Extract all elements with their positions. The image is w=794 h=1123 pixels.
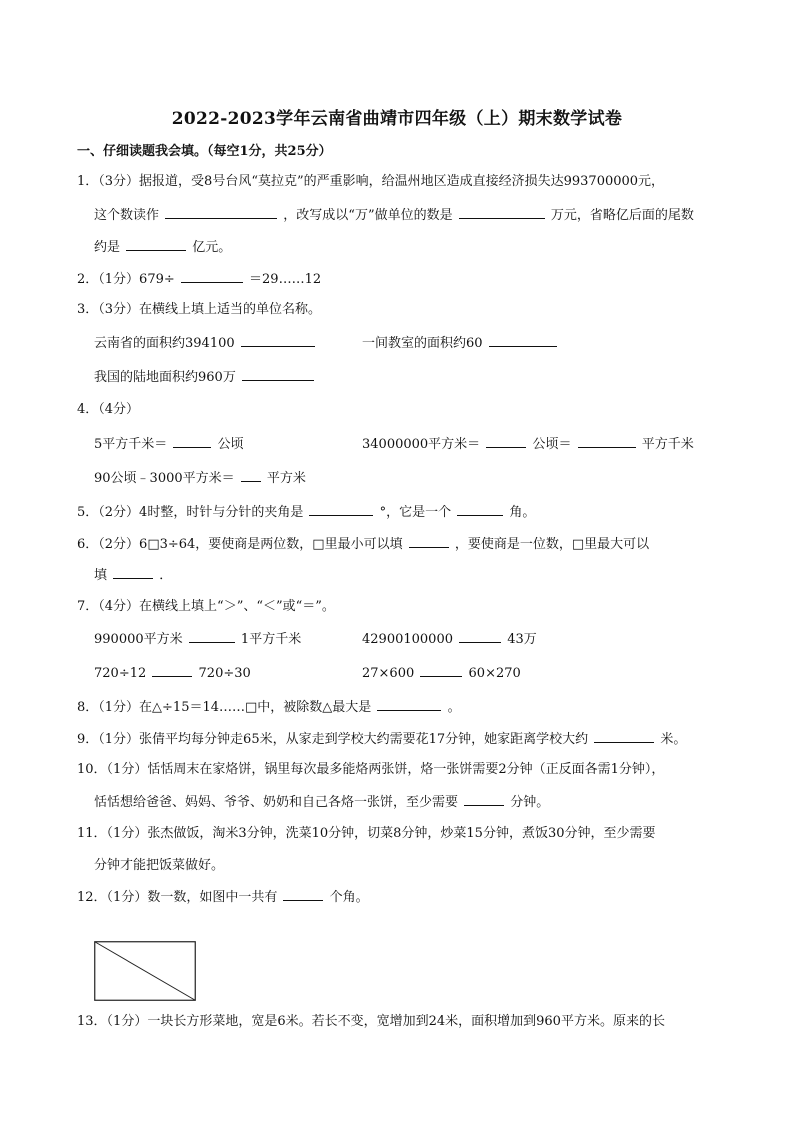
q8-line (77, 698, 461, 717)
q9-line (77, 730, 686, 749)
q4-text-a2: 公顷 (217, 437, 244, 452)
q6-text-c: 填 (94, 568, 108, 583)
q4-text-c1: 90公顷﹣3000平方米＝ (94, 471, 235, 486)
q4-text-b3: 平方千米 (641, 437, 694, 452)
exam-title: 2022-2023学年云南省曲靖市四年级（上）期末数学试卷 (171, 109, 623, 129)
q9-text-b: 米。 (660, 732, 687, 747)
answer-blank[interactable] (420, 664, 462, 677)
q7-text-c2: 720÷30 (198, 666, 251, 681)
q10-text-b: 分钟。 (510, 795, 550, 810)
answer-blank[interactable] (377, 698, 441, 711)
q4-text-b1: 34000000平方米＝ (362, 437, 481, 452)
q1-text-e: 亿元。 (192, 240, 232, 255)
q3-item-c (94, 368, 316, 387)
answer-blank[interactable] (578, 435, 636, 448)
q3-text-b: 一间教室的面积约60 (362, 336, 483, 351)
q10-line1: 10．（1分）恬恬周末在家烙饼，锅里每次最多能烙两张饼，烙一张饼需要2分钟（正反面各需1分钟）， (77, 762, 665, 777)
answer-blank[interactable] (457, 503, 503, 516)
answer-blank[interactable] (189, 630, 235, 643)
q7-item-a (94, 630, 301, 649)
q7-item-c (94, 664, 251, 683)
answer-blank[interactable] (181, 270, 243, 283)
q1-line1: 1．（3分）据报道，受8号台风“莫拉克”的严重影响，给温州地区造成直接经济损失达993700000元， (77, 174, 665, 189)
q1-text-a: 这个数读作 (94, 208, 160, 223)
q7-text-c1: 720÷12 (94, 666, 147, 681)
q4-item-a (94, 435, 244, 454)
q6-line1 (77, 535, 649, 554)
q12-text-a: 12．（1分）数一数，如图中一共有 (77, 890, 278, 905)
q1-text-b: ，改写成以“万”做单位的数是 (283, 208, 453, 223)
answer-blank[interactable] (152, 664, 192, 677)
q4-item-b (362, 435, 694, 454)
q1-line3 (94, 238, 231, 257)
q6-text-a: 6．（2分）6□3÷64，要使商是两位数，□里最小可以填 (77, 537, 403, 552)
answer-blank[interactable] (464, 793, 504, 806)
q8-text-a: 8．（1分）在△÷15＝14……□中，被除数△最大是 (77, 700, 372, 715)
answer-blank[interactable] (165, 206, 277, 219)
q1-text-d: 约是 (94, 240, 121, 255)
answer-blank[interactable] (459, 206, 545, 219)
answer-blank[interactable] (241, 334, 315, 347)
q7-text-b1: 42900100000 (362, 632, 453, 647)
q3-text-a: 云南省的面积约394100 (94, 336, 235, 351)
q3-item-a (94, 334, 317, 353)
q10-text-a: 恬恬想给爸爸、妈妈、爷爷、奶奶和自己各烙一张饼，至少需要 (94, 795, 459, 810)
q6-text-b: ，要使商是一位数，□里最大可以 (454, 537, 650, 552)
q9-text-a: 9．（1分）张倩平均每分钟走65米，从家走到学校大约需要花17分钟，她家距离学校大约 (77, 732, 589, 747)
q11-line1: 11．（1分）张杰做饭，淘米3分钟，洗菜10分钟，切菜8分钟，炒菜15分钟，煮饭30分钟，至少需要 (77, 826, 656, 841)
answer-blank[interactable] (459, 630, 501, 643)
figure-diagonal (95, 942, 196, 1001)
q5-line (77, 503, 535, 522)
section-heading: 一、仔细读题我会填。（每空1分，共25分） (77, 144, 332, 159)
q3-heading: 3．（3分）在横线上填上适当的单位名称。 (77, 302, 322, 317)
q12-text-b: 个角。 (329, 890, 369, 905)
answer-blank[interactable] (486, 435, 526, 448)
q6-line2 (94, 566, 172, 585)
q2-text-b: ＝29……12 (249, 272, 322, 287)
q2-text-a: 2．（1分）679÷ (77, 272, 175, 287)
q4-heading: 4．（4分） (77, 402, 140, 417)
q12-line (77, 888, 369, 907)
q6-text-d: ． (159, 568, 173, 583)
q1-line2 (94, 206, 694, 225)
answer-blank[interactable] (594, 730, 654, 743)
q7-heading: 7．（4分）在横线上填上“＞”、“＜”或“＝”。 (77, 599, 335, 614)
q13-line1: 13．（1分）一块长方形菜地，宽是6米。若长不变，宽增加到24米，面积增加到960平方米。原来的长 (77, 1014, 665, 1029)
q3-item-b (362, 334, 559, 353)
q4-item-c (94, 469, 306, 488)
q7-text-d2: 60×270 (468, 666, 521, 681)
answer-blank[interactable] (241, 469, 261, 482)
q7-text-d1: 27×600 (362, 666, 415, 681)
q4-text-c2: 平方米 (266, 471, 306, 486)
answer-blank[interactable] (283, 888, 323, 901)
answer-blank[interactable] (173, 435, 211, 448)
q5-text-c: 角。 (509, 505, 536, 520)
q7-item-b (362, 630, 537, 649)
q11-line2: 分钟才能把饭菜做好。 (94, 858, 225, 873)
q4-text-b2: 公顷＝ (532, 437, 572, 452)
answer-blank[interactable] (409, 535, 449, 548)
answer-blank[interactable] (126, 238, 186, 251)
answer-blank[interactable] (242, 368, 314, 381)
q8-text-b: 。 (447, 700, 461, 715)
q7-item-d (362, 664, 521, 683)
q1-text-c: 万元，省略亿后面的尾数 (550, 208, 694, 223)
q7-text-b2: 43万 (507, 632, 537, 647)
rectangle-diagonal-figure (94, 941, 196, 1001)
q7-text-a1: 990000平方米 (94, 632, 183, 647)
q4-text-a1: 5平方千米＝ (94, 437, 168, 452)
q5-text-b: °，它是一个 (379, 505, 452, 520)
answer-blank[interactable] (309, 503, 373, 516)
answer-blank[interactable] (489, 334, 557, 347)
q5-text-a: 5．（2分）4时整，时针与分针的夹角是 (77, 505, 304, 520)
q10-line2 (94, 793, 549, 812)
answer-blank[interactable] (113, 566, 153, 579)
q3-text-c: 我国的陆地面积约960万 (94, 370, 236, 385)
q2-line (77, 270, 321, 289)
q7-text-a2: 1平方千米 (240, 632, 302, 647)
